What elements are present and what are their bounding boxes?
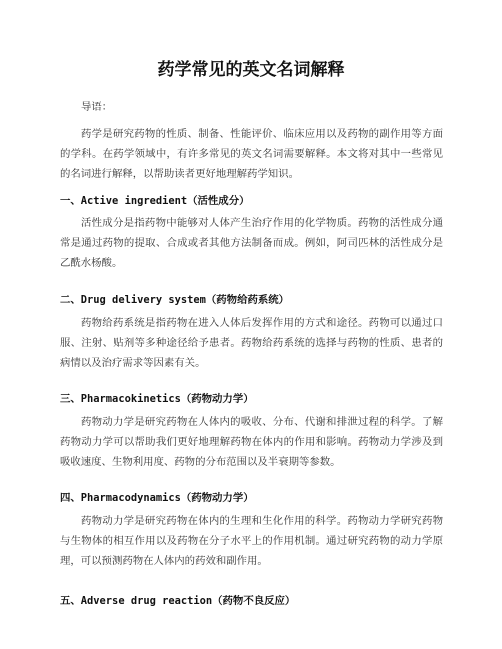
section-1-body: 活性成分是指药物中能够对人体产生治疗作用的化学物质。药物的活性成分通常是通过药物的提取、合成或者其他方法制备而成。例如，阿司匹林的活性成分是乙酰水杨酸。: [60, 217, 443, 269]
section-3-body: 药物动力学是研究药物在人体内的吸收、分布、代谢和排泄过程的科学。了解药物动力学可以帮助我们更好地理解药物在体内的作用和影响。药物动力学涉及到吸收速度、生物利用度、药物的分布范围以及半衰期等参数。: [60, 416, 443, 468]
document-title: 药学常见的英文名词解释: [157, 60, 345, 80]
section-2-heading: 二、Drug delivery system（药物给药系统）: [60, 294, 290, 306]
intro-label: 导语：: [81, 101, 113, 113]
section-4-body: 药物动力学是研究药物在体内的生理和生化作用的科学。药物动力学研究药物与生物体的相互作用以及药物在分子水平上的作用机制。通过研究药物的动力学原理，可以预测药物在人体内的药效和副作用。: [60, 515, 443, 567]
section-2-body: 药物给药系统是指药物在进入人体后发挥作用的方式和途径。药物可以通过口服、注射、贴剂等多种途径给予患者。药物给药系统的选择与药物的性质、患者的病情以及治疗需求等因素有关。: [60, 317, 443, 369]
section-5-heading: 五、Adverse drug reaction（药物不良反应）: [60, 595, 296, 607]
section-1-heading: 一、Active ingredient（活性成分）: [60, 195, 250, 207]
intro-paragraph: 药学是研究药物的性质、制备、性能评价、临床应用以及药物的副作用等方面的学科。在药学领域中，有许多常见的英文名词需要解释。本文将对其中一些常见的名词进行解释，以帮助读者更好地理解药学知识。: [60, 128, 443, 180]
section-3-heading: 三、Pharmacokinetics（药物动力学）: [60, 393, 254, 405]
section-4-heading: 四、Pharmacodynamics（药物动力学）: [60, 492, 254, 504]
